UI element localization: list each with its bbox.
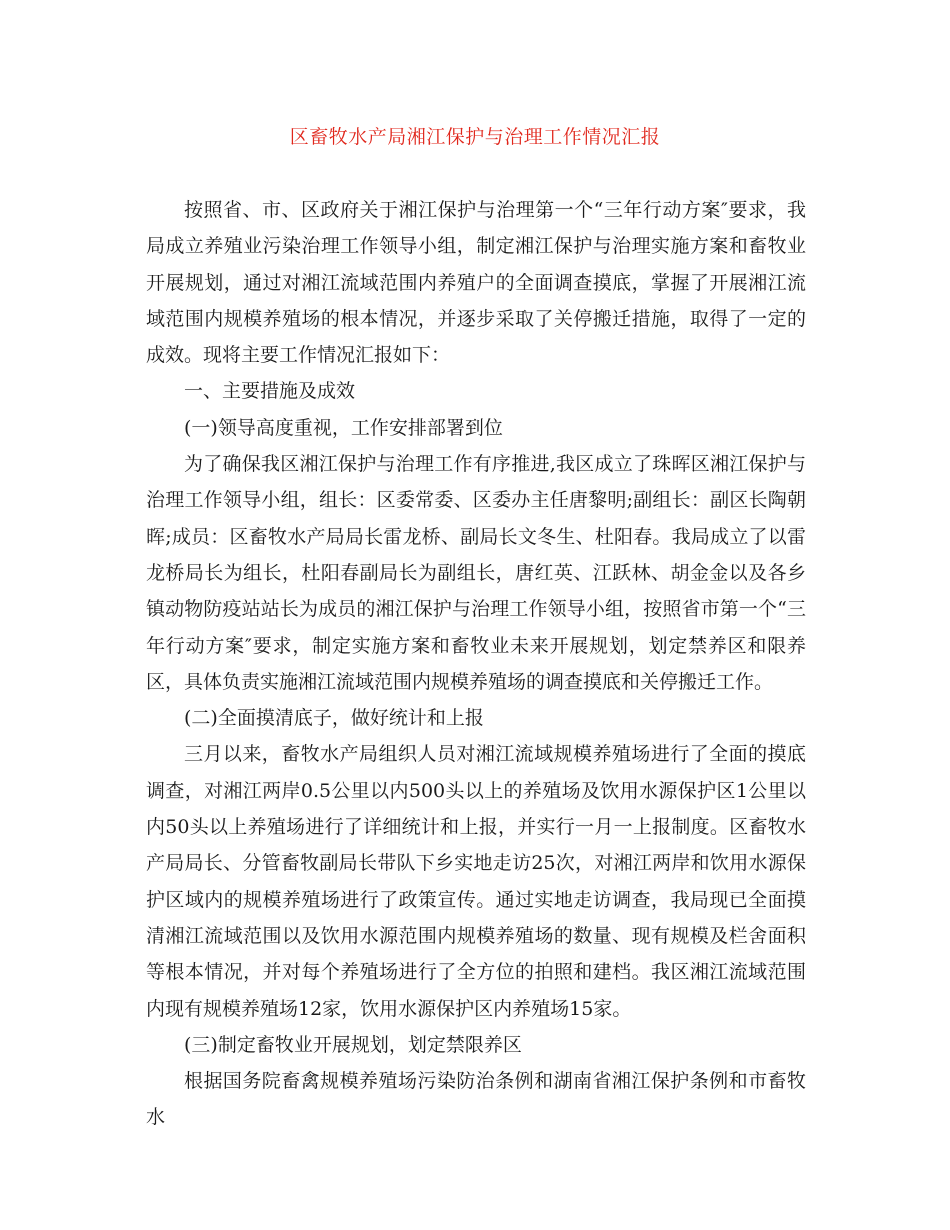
document-body [146,192,806,1136]
paragraph-intro: 按照省、市、区政府关于湘江保护与治理第一个“三年行动方案″要求，我局成立养殖业污染治理工作领导小组，制定湘江保护与治理实施方案和畜牧业开展规划，通过对湘江流域范围内养殖户的全面调查摸底，掌握了开展湘江流域范围内规模养殖场的根本情况，并逐步采取了关停搬迁措施，取得了一定的成效。现将主要工作情况汇报如下： [146,199,806,367]
subheading-survey: (二)全面摸清底子，做好统计和上报 [184,707,484,730]
document-title: 区畜牧水产局湘江保护与治理工作情况汇报 [289,126,661,148]
paragraph-leadership: 为了确保我区湘江保护与治理工作有序推进,我区成立了珠晖区湘江保护与治理工作领导小组，组长：区委常委、区委办主任唐黎明;副组长：副区长陶朝晖;成员：区畜牧水产局局长雷龙桥、副局长文冬生、杜阳春。我局成立了以雷龙桥局长为组长，杜阳春副局长为副组长，唐红英、江跃林、胡金金以及各乡镇动物防疫站站长为成员的湘江保护与治理工作领导小组，按照省市第一个“三年行动方案″要求，制定实施方案和畜牧业未来开展规划，划定禁养区和限养区，具体负责实施湘江流域范围内规模养殖场的调查摸底和关停搬迁工作。 [146,453,806,693]
paragraph-survey: 三月以来，畜牧水产局组织人员对湘江流域规模养殖场进行了全面的摸底调查，对湘江两岸0.5公里以内500头以上的养殖场及饮用水源保护区1公里以内50头以上养殖场进行了详细统计和上报，并实行一月一上报制度。区畜牧水产局局长、分管畜牧副局长带队下乡实地走访25次，对湘江两岸和饮用水源保护区域内的规模养殖场进行了政策宣传。通过实地走访调查，我局现已全面摸清湘江流域范围以及饮用水源范围内规模养殖场的数量、现有规模及栏舍面积等根本情况，并对每个养殖场进行了全方位的拍照和建档。我区湘江流域范围内现有规模养殖场12家，饮用水源保护区内养殖场15家。 [146,743,806,1020]
subheading-planning: (三)制定畜牧业开展规划，划定禁限养区 [184,1033,522,1056]
heading-main-measures: 一、主要措施及成效 [184,380,356,403]
subheading-leadership: (一)领导高度重视，工作安排部署到位 [184,416,503,439]
paragraph-planning: 根据国务院畜禽规模养殖场污染防治条例和湖南省湘江保护条例和市畜牧水 [146,1070,806,1129]
